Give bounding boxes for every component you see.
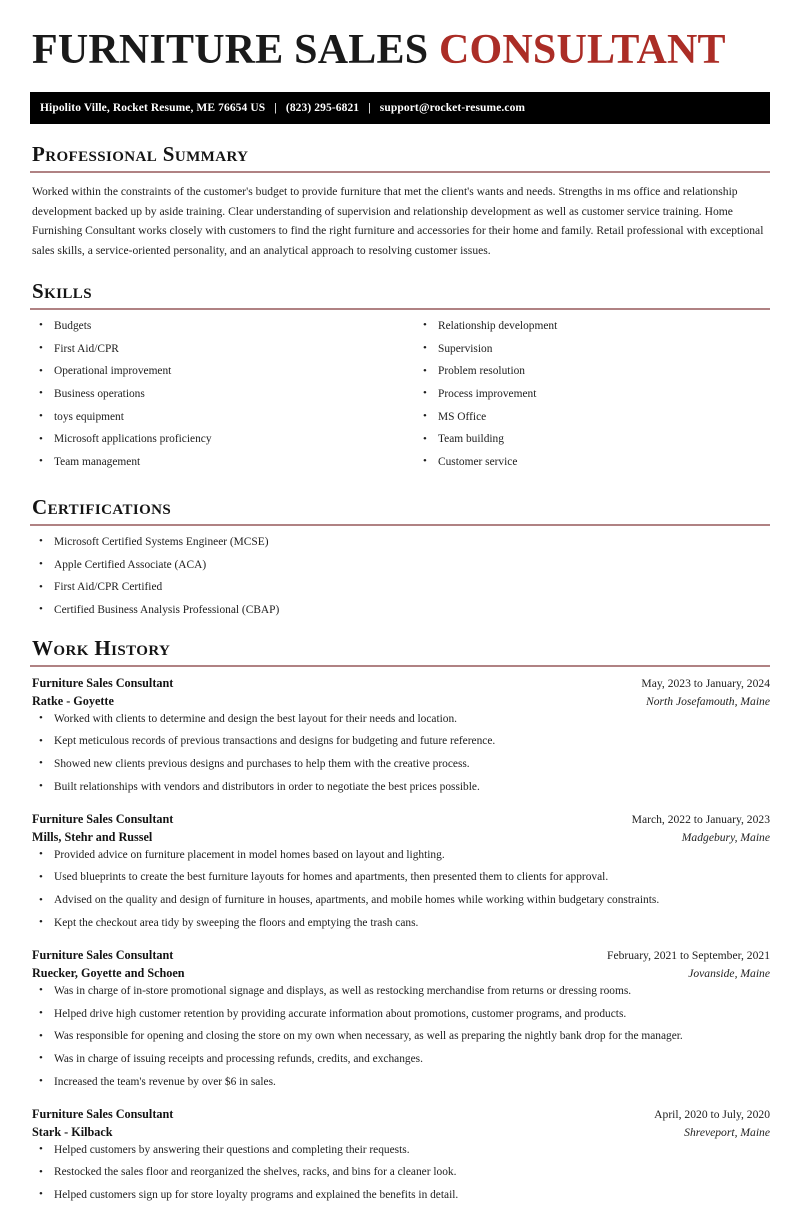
list-item: • Problem resolution (414, 364, 770, 379)
contact-phone[interactable]: (823) 295-6821 (285, 102, 360, 115)
list-item: • Used blueprints to create the best furniture layouts for homes and apartments, then presented them to clients for approval. (30, 870, 770, 885)
skills-column-left (30, 319, 400, 478)
job-title: Furniture Sales Consultant (32, 1106, 174, 1121)
list-item: • Restocked the sales floor and reorganized the shelves, racks, and bins for a cleaner look. (30, 1165, 770, 1180)
section-divider (30, 665, 770, 667)
list-item: • Worked with clients to determine and design the best layout for their needs and location. (30, 712, 770, 727)
list-item: • Built relationships with vendors and distributors in order to negotiate the best prices possible. (30, 780, 770, 795)
contact-separator: | (368, 102, 371, 115)
skills-column-right (400, 319, 770, 478)
list-item: • Increased the team's revenue by over $6 in sales. (30, 1075, 770, 1090)
section-heading-summary: Professional Summary (32, 142, 249, 167)
list-item: • Customer service (414, 455, 770, 470)
list-item: • Operational improvement (30, 364, 400, 379)
list-item: • toys equipment (30, 410, 400, 425)
skills-columns (30, 319, 770, 478)
contact-bar (30, 92, 770, 124)
contact-email[interactable]: support@rocket-resume.com (379, 102, 526, 115)
work-history-entry (30, 676, 770, 795)
list-item: • Process improvement (414, 387, 770, 402)
job-header-row (30, 948, 770, 963)
contact-details (40, 102, 525, 114)
job-dates: February, 2021 to September, 2021 (607, 948, 770, 962)
resume-title (32, 28, 770, 72)
job-header-row (30, 812, 770, 827)
job-company-row (30, 1125, 770, 1140)
job-company-row (30, 830, 770, 845)
work-history-entry (30, 948, 770, 1090)
section-professional-summary (30, 143, 770, 261)
job-bullets (30, 712, 770, 795)
work-history-entry (30, 1107, 770, 1203)
job-bullets (30, 848, 770, 931)
section-divider (30, 171, 770, 173)
job-bullets (30, 984, 770, 1090)
list-item: • Advised on the quality and design of furniture in houses, apartments, and mobile homes while working within budgetary constraints. (30, 893, 770, 908)
resume-title-primary: FURNITURE SALES (32, 27, 439, 73)
job-dates: March, 2022 to January, 2023 (631, 812, 770, 826)
job-location: Madgebury, Maine (681, 830, 770, 844)
job-header-row (30, 676, 770, 691)
list-item: • MS Office (414, 410, 770, 425)
contact-separator: | (274, 102, 277, 115)
list-item: • Was in charge of issuing receipts and processing refunds, credits, and exchanges. (30, 1052, 770, 1067)
list-item: • Team management (30, 455, 400, 470)
list-item: • Business operations (30, 387, 400, 402)
section-skills (30, 280, 770, 477)
list-item: • First Aid/CPR Certified (30, 580, 770, 595)
job-company: Ratke - Goyette (32, 693, 114, 708)
job-company-row (30, 694, 770, 709)
list-item: • Helped customers sign up for store loyalty programs and explained the benefits in detail. (30, 1188, 770, 1203)
skills-list-right (414, 319, 770, 470)
work-history-entry (30, 812, 770, 931)
section-heading-certifications: Certifications (32, 495, 172, 520)
list-item: • Showed new clients previous designs and purchases to help them with the creative process. (30, 757, 770, 772)
resume-title-accent: CONSULTANT (438, 27, 726, 73)
list-item: • Supervision (414, 342, 770, 357)
job-company: Stark - Kilback (32, 1124, 113, 1139)
summary-paragraph: Worked within the constraints of the customer's budget to provide furniture that met the client's wants and needs. Strengths in ms office and relationship development backed up by aside training. Clear understanding of supervision and relationship development as well as customer service training. Home Furnishing Consultant works closely with customers to find the right furniture and accessories for their home and family. Retail professional with exceptional sales skills, a service-oriented personality, and an analytical approach to resolving customer issues. (32, 184, 764, 258)
job-title: Furniture Sales Consultant (32, 675, 174, 690)
job-location: Jovanside, Maine (688, 966, 770, 980)
list-item: • Apple Certified Associate (ACA) (30, 558, 770, 573)
job-company: Ruecker, Goyette and Schoen (32, 965, 185, 980)
job-title: Furniture Sales Consultant (32, 811, 174, 826)
job-dates: April, 2020 to July, 2020 (654, 1107, 770, 1121)
list-item: • Helped customers by answering their questions and completing their requests. (30, 1143, 770, 1158)
list-item: • Certified Business Analysis Professional (CBAP) (30, 603, 770, 618)
skills-list-left (30, 319, 400, 470)
section-divider (30, 524, 770, 526)
contact-address: Hipolito Ville, Rocket Resume, ME 76654 US (40, 102, 266, 115)
section-certifications (30, 496, 770, 618)
list-item: • Microsoft applications proficiency (30, 432, 400, 447)
list-item: • Microsoft Certified Systems Engineer (MCSE) (30, 535, 770, 550)
list-item: • Was in charge of in-store promotional signage and displays, as well as restocking merchandise from returns or dressing rooms. (30, 984, 770, 999)
job-company-row (30, 966, 770, 981)
job-header-row (30, 1107, 770, 1122)
certifications-list (30, 535, 770, 618)
list-item: • Provided advice on furniture placement in model homes based on layout and lighting. (30, 848, 770, 863)
job-location: North Josefamouth, Maine (646, 694, 770, 708)
list-item: • Budgets (30, 319, 400, 334)
job-title: Furniture Sales Consultant (32, 947, 174, 962)
section-divider (30, 308, 770, 310)
list-item: • Relationship development (414, 319, 770, 334)
job-location: Shreveport, Maine (684, 1125, 770, 1139)
list-item: • Was responsible for opening and closing the store on my own when necessary, as well as preparing the nightly bank drop for the manager. (30, 1029, 770, 1044)
section-heading-work-history: Work History (32, 636, 171, 661)
list-item: • First Aid/CPR (30, 342, 400, 357)
list-item: • Team building (414, 432, 770, 447)
section-work-history (30, 637, 770, 1203)
list-item: • Helped drive high customer retention by providing accurate information about promotions, customer programs, and products. (30, 1007, 770, 1022)
job-company: Mills, Stehr and Russel (32, 829, 153, 844)
job-bullets (30, 1143, 770, 1203)
list-item: • Kept meticulous records of previous transactions and designs for budgeting and future reference. (30, 734, 770, 749)
job-dates: May, 2023 to January, 2024 (641, 676, 770, 690)
list-item: • Kept the checkout area tidy by sweeping the floors and emptying the trash cans. (30, 916, 770, 931)
section-heading-skills: Skills (32, 279, 92, 304)
